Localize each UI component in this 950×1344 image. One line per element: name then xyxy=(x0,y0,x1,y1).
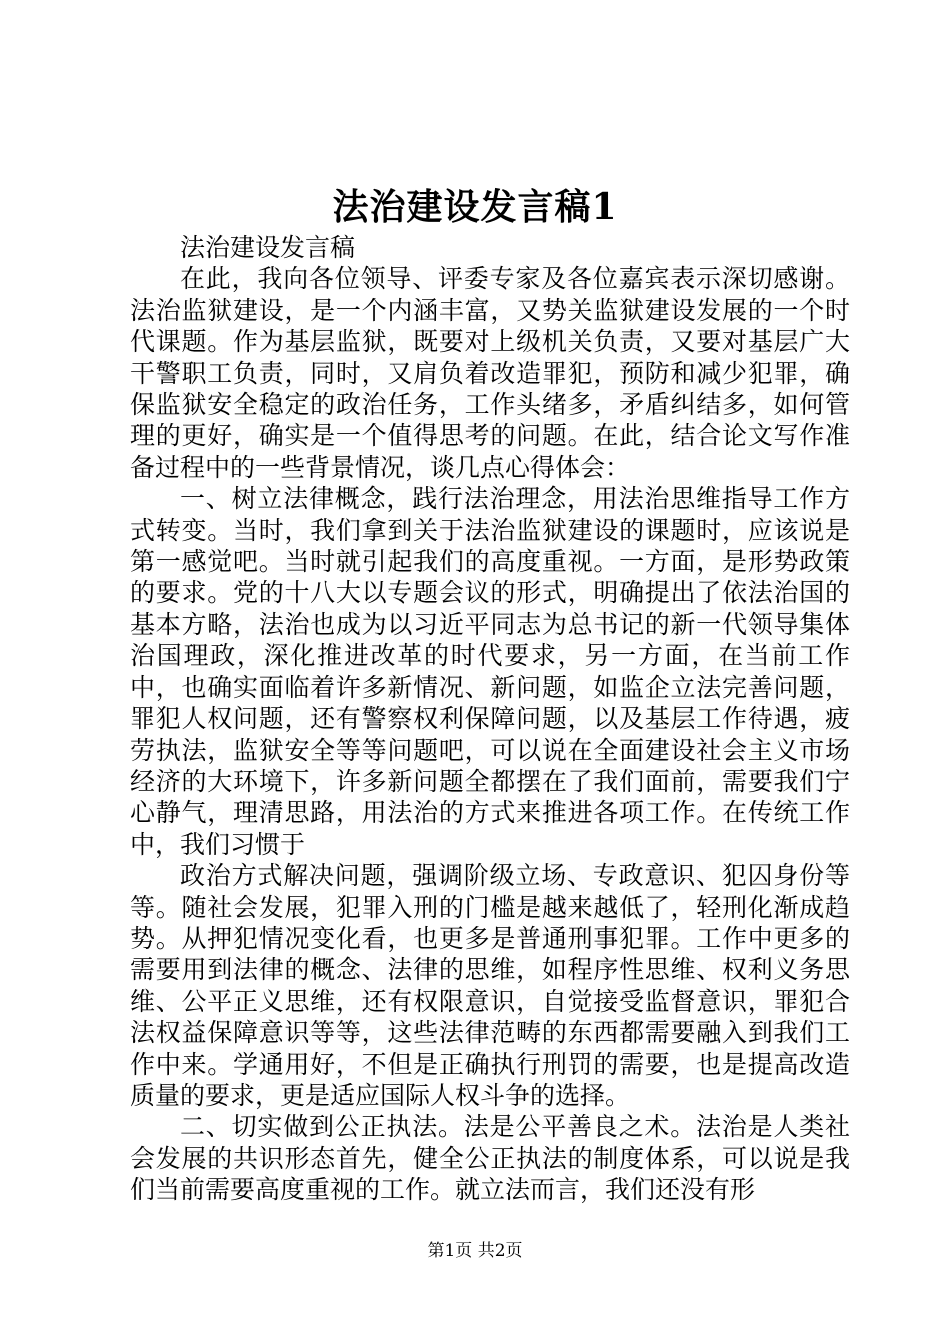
document-body xyxy=(130,232,850,1206)
body-paragraph: 一、树立法律概念，践行法治理念，用法治思维指导工作方式转变。当时，我们拿到关于法治监狱建设的课题时，应该说是第一感觉吧。当时就引起我们的高度重视。一方面，是形势政策的要求。党的十八大以专题会议的形式，明确提出了依法治国的基本方略，法治也成为以习近平同志为总书记的新一代领导集体治国理政，深化推进改革的时代要求，另一方面，在当前工作中，也确实面临着许多新情况、新问题，如监企立法完善问题，罪犯人权问题，还有警察权利保障问题，以及基层工作待遇，疲劳执法，监狱安全等等问题吧，可以说在全面建设社会主义市场经济的大环境下，许多新问题全都摆在了我们面前，需要我们宁心静气，理清思路，用法治的方式来推进各项工作。在传统工作中，我们习惯于 xyxy=(130,484,850,859)
body-paragraph: 二、切实做到公正执法。法是公平善良之术。法治是人类社会发展的共识形态首先，健全公正执法的制度体系，可以说是我们当前需要高度重视的工作。就立法而言，我们还没有形 xyxy=(130,1112,850,1205)
page-footer: 第1页 共2页 xyxy=(427,1241,523,1261)
subtitle-paragraph: 法治建设发言稿 xyxy=(180,233,356,262)
document-title: 法治建设发言稿1 xyxy=(332,186,618,228)
body-paragraph: 政治方式解决问题，强调阶级立场、专政意识、犯囚身份等等。随社会发展，犯罪入刑的门槛是越来越低了，轻刑化渐成趋势。从押犯情况变化看，也更多是普通刑事犯罪。工作中更多的需要用到法律的概念、法律的思维，如程序性思维、权利义务思维、公平正义思维，还有权限意识，自觉接受监督意识，罪犯合法权益保障意识等等，这些法律范畴的东西都需要融入到我们工作中来。学通用好，不但是正确执行刑罚的需要，也是提高改造质量的要求，更是适应国际人权斗争的选择。 xyxy=(130,861,850,1110)
body-paragraph: 在此，我向各位领导、评委专家及各位嘉宾表示深切感谢。法治监狱建设，是一个内涵丰富，又势关监狱建设发展的一个时代课题。作为基层监狱，既要对上级机关负责，又要对基层广大干警职工负责，同时，又肩负着改造罪犯，预防和减少犯罪，确保监狱安全稳定的政治任务，工作头绪多，矛盾纠结多，如何管理的更好，确实是一个值得思考的问题。在此，结合论文写作准备过程中的一些背景情况，谈几点心得体会： xyxy=(130,264,850,482)
